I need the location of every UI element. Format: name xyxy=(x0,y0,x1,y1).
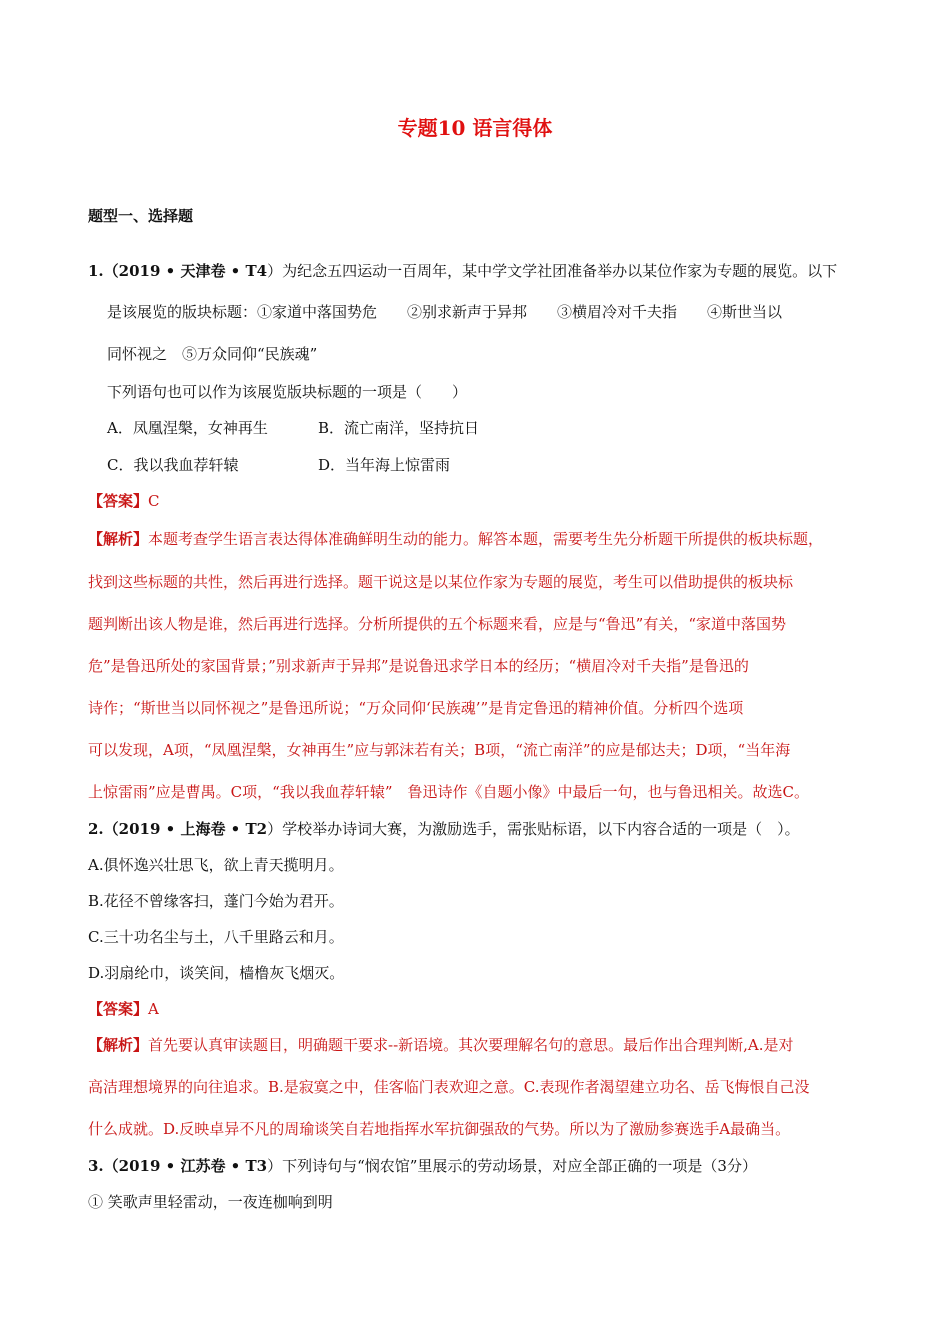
q1-stem-text: ）为纪念五四运动一百周年，某中学文学社团准备举办以某位作家为专题的展览。以下 xyxy=(267,262,838,280)
q3-number: 3.（ xyxy=(88,1157,119,1175)
q1-stem-line-1 xyxy=(88,261,837,281)
q1-analysis-text: 本题考查学生语言表达得体准确鲜明生动的能力。解答本题，需要考生先分析题干所提供的板块标题， xyxy=(148,530,824,548)
q2-analysis-line-3: 什么成就。D.反映卓异不凡的周瑜谈笑自若地指挥水军抗御强敌的气势。所以为了激励参赛选手A最确当。 xyxy=(88,1120,791,1138)
page-title: 专题10 语言得体 xyxy=(397,116,553,140)
q2-answer-tag: 【答案】 xyxy=(88,1000,149,1018)
q2-answer xyxy=(88,999,159,1019)
q2-analysis-line-1 xyxy=(88,1035,794,1055)
q1-analysis-line-3: 题判断出该人物是谁，然后再进行选择。分析所提供的五个标题来看，应是与“鲁迅”有关，“家道中落国势 xyxy=(88,615,787,633)
q2-option-a: A.俱怀逸兴壮思飞，欲上青天揽明月。 xyxy=(88,856,344,874)
q3-source: 2019 • 江苏卷 • T3 xyxy=(118,1157,268,1175)
q1-answer-tag: 【答案】 xyxy=(88,492,149,510)
q1-stem-line-3: 同怀视之 ⑤万众同仰“民族魂” xyxy=(107,345,318,363)
q2-analysis-line-2: 高洁理想境界的向往追求。B.是寂寞之中，佳客临门表欢迎之意。C.表现作者渴望建立功名、岳飞悔恨自己没 xyxy=(88,1078,810,1096)
q2-option-c: C.三十功名尘与土，八千里路云和月。 xyxy=(88,928,344,946)
section-heading: 题型一、选择题 xyxy=(88,207,194,225)
q1-analysis-tag: 【解析】 xyxy=(88,530,149,548)
q1-option-b: B．流亡南洋，坚持抗日 xyxy=(318,419,480,437)
q1-question: 下列语句也可以作为该展览版块标题的一项是（ ） xyxy=(107,383,468,401)
q1-option-c: C．我以我血荐轩辕 xyxy=(107,456,239,474)
q1-analysis-line-2: 找到这些标题的共性，然后再进行选择。题干说这是以某位作家为专题的展览，考生可以借助提供的板块标 xyxy=(88,573,794,591)
q2-option-b: B.花径不曾缘客扫，蓬门今始为君开。 xyxy=(88,892,344,910)
q1-stem-line-2: 是该展览的版块标题：①家道中落国势危 ②别求新声于异邦 ③横眉冷对千夫指 ④斯世当以 xyxy=(107,303,783,321)
q1-analysis-line-6: 可以发现，A项，“凤凰涅槃，女神再生”应与郭沫若有关；B项，“流亡南洋”的应是郁达夫；D项，“当年海 xyxy=(88,741,791,759)
q1-answer-value: C xyxy=(148,492,160,510)
q1-answer xyxy=(88,491,160,511)
q1-option-d: D．当年海上惊雷雨 xyxy=(318,456,451,474)
q3-stem xyxy=(88,1156,757,1176)
q3-item-1: ① 笑歌声里轻雷动，一夜连枷响到明 xyxy=(88,1193,333,1211)
q2-source: 2019 • 上海卷 • T2 xyxy=(118,820,268,838)
q1-option-a: A．凤凰涅槃，女神再生 xyxy=(107,419,268,437)
q1-analysis-line-7: 上惊雷雨”应是曹禺。C项，“我以我血荐轩辕” 鲁迅诗作《自题小像》中最后一句，也与鲁迅相关。故选C。 xyxy=(88,783,809,801)
q2-analysis-tag: 【解析】 xyxy=(88,1036,149,1054)
q2-stem xyxy=(88,819,800,839)
q2-answer-value: A xyxy=(148,1000,159,1018)
q2-stem-text: ）学校举办诗词大赛，为激励选手，需张贴标语，以下内容合适的一项是（ ）。 xyxy=(267,820,800,838)
q1-analysis-line-1 xyxy=(88,529,823,549)
q2-number: 2.（ xyxy=(88,820,119,838)
q1-analysis-line-5: 诗作；“斯世当以同怀视之”是鲁迅所说；“万众同仰‘民族魂’”是肯定鲁迅的精神价值。分析四个选项 xyxy=(88,699,744,717)
q3-stem-text: ）下列诗句与“悯农馆”里展示的劳动场景，对应全部正确的一项是（3分） xyxy=(267,1157,757,1175)
q1-number: 1.（ xyxy=(88,262,119,280)
q1-analysis-line-4: 危”是鲁迅所处的家国背景；”别求新声于异邦”是说鲁迅求学日本的经历；“横眉冷对千夫指”是鲁迅的 xyxy=(88,657,749,675)
q1-source: 2019 • 天津卷 • T4 xyxy=(118,262,268,280)
q2-option-d: D.羽扇纶巾，谈笑间，樯橹灰飞烟灭。 xyxy=(88,964,345,982)
q2-analysis-text: 首先要认真审读题目，明确题干要求--新语境。其次要理解名句的意思。最后作出合理判断,A.是对 xyxy=(148,1036,794,1054)
